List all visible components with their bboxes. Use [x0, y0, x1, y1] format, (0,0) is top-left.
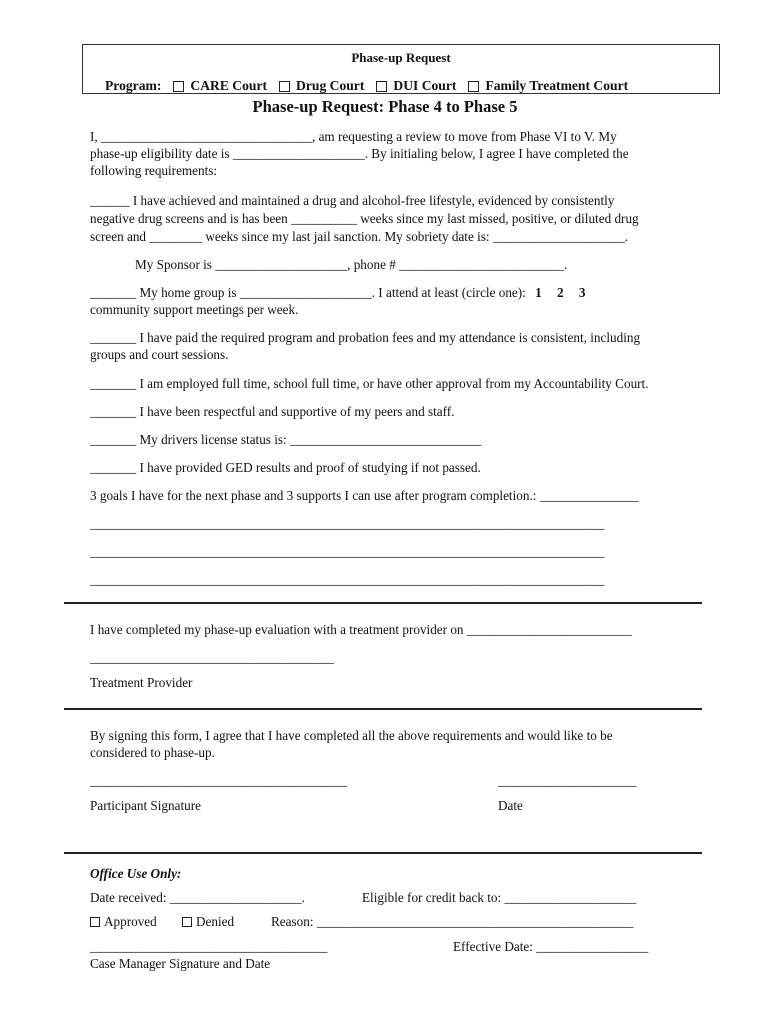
office-use-title: Office Use Only: [90, 866, 182, 881]
reason-line[interactable]: Reason: ________________________________________________ [271, 914, 634, 929]
checkbox-icon[interactable] [376, 81, 387, 92]
program-selector [105, 78, 628, 94]
participant-signature-label: Participant Signature [90, 798, 201, 813]
denied-option[interactable]: Denied [182, 914, 234, 930]
page-title: Phase-up Request: Phase 4 to Phase 5 [252, 97, 518, 116]
goals-line[interactable]: 3 goals I have for the next phase and 3 supports I can use after program completion.: _______________ [90, 488, 639, 503]
goals-blank-line-1[interactable]: ______________________________________________________________________________ [90, 516, 605, 531]
goals-blank-line-3[interactable]: ______________________________________________________________________________ [90, 572, 605, 587]
program-label: Program: [105, 78, 162, 93]
fees-line-1[interactable]: _______ I have paid the required program and probation fees and my attendance is consistent, including [90, 330, 641, 345]
program-option-dui-court[interactable]: DUI Court [376, 78, 456, 94]
section-divider [64, 708, 702, 710]
evaluation-line[interactable]: I have completed my phase-up evaluation with a treatment provider on _________________________ [90, 622, 632, 637]
intro-line-3: following requirements: [90, 163, 218, 178]
approved-option[interactable]: Approved [90, 914, 157, 930]
req-sobriety-line-3[interactable]: screen and ________ weeks since my last jail sanction. My sobriety date is: ____________________. [90, 229, 629, 244]
program-option-care-court[interactable]: CARE Court [173, 78, 267, 94]
checkbox-icon[interactable] [90, 917, 100, 927]
treatment-provider-signature-line[interactable]: _____________________________________ [90, 650, 334, 665]
case-manager-signature-label: Case Manager Signature and Date [90, 956, 271, 971]
program-header-box [82, 44, 720, 94]
req-sobriety-line-2[interactable]: negative drug screens and is has been __________ weeks since my last missed, positive, or diluted drug [90, 211, 639, 226]
meeting-choice-2[interactable]: 2 [557, 285, 564, 300]
intro-line-2[interactable]: phase-up eligibility date is ____________________. By initialing below, I agree I have completed the [90, 146, 629, 161]
ged-line[interactable]: _______ I have provided GED results and proof of studying if not passed. [90, 460, 481, 475]
section-divider [64, 852, 702, 854]
treatment-provider-label: Treatment Provider [90, 675, 193, 690]
checkbox-icon[interactable] [468, 81, 479, 92]
program-option-drug-court[interactable]: Drug Court [279, 78, 364, 94]
checkbox-icon[interactable] [182, 917, 192, 927]
eligible-credit-line[interactable]: Eligible for credit back to: ____________________ [362, 890, 637, 905]
intro-line-1[interactable]: I, ________________________________, am requesting a review to move from Phase VI to V. My [90, 129, 617, 144]
home-group-line-2: community support meetings per week. [90, 302, 299, 317]
respect-line[interactable]: _______ I have been respectful and supportive of my peers and staff. [90, 404, 455, 419]
program-option-family-treatment-court[interactable]: Family Treatment Court [468, 78, 628, 94]
goals-blank-line-2[interactable]: ______________________________________________________________________________ [90, 544, 605, 559]
header-title: Phase-up Request [351, 50, 451, 65]
agreement-line-1: By signing this form, I agree that I have completed all the above requirements and would like to be [90, 728, 613, 743]
participant-signature-line[interactable]: _______________________________________ [90, 773, 348, 788]
req-sobriety-line-1[interactable]: ______ I have achieved and maintained a drug and alcohol-free lifestyle, evidenced by consistently [90, 193, 615, 208]
date-label: Date [498, 798, 523, 813]
checkbox-icon[interactable] [279, 81, 290, 92]
fees-line-2: groups and court sessions. [90, 347, 229, 362]
case-manager-signature-line[interactable]: ____________________________________ [90, 939, 328, 954]
checkbox-icon[interactable] [173, 81, 184, 92]
date-received-line[interactable]: Date received: ____________________. [90, 890, 305, 905]
license-line[interactable]: _______ My drivers license status is: _____________________________ [90, 432, 482, 447]
effective-date-line[interactable]: Effective Date: _________________ [453, 939, 649, 954]
participant-date-line[interactable]: _____________________ [498, 773, 637, 788]
section-divider [64, 602, 702, 604]
meeting-choice-1[interactable]: 1 [535, 285, 542, 300]
meeting-choice-3[interactable]: 3 [578, 285, 586, 300]
home-group-line-1[interactable]: _______ My home group is ____________________. I attend at least (circle one): 1 2 3 [90, 285, 586, 300]
sponsor-line[interactable]: My Sponsor is ____________________, phone # _________________________. [135, 257, 568, 272]
agreement-line-2: considered to phase-up. [90, 745, 215, 760]
employment-line[interactable]: _______ I am employed full time, school full time, or have other approval from my Accountability Court. [90, 376, 649, 391]
